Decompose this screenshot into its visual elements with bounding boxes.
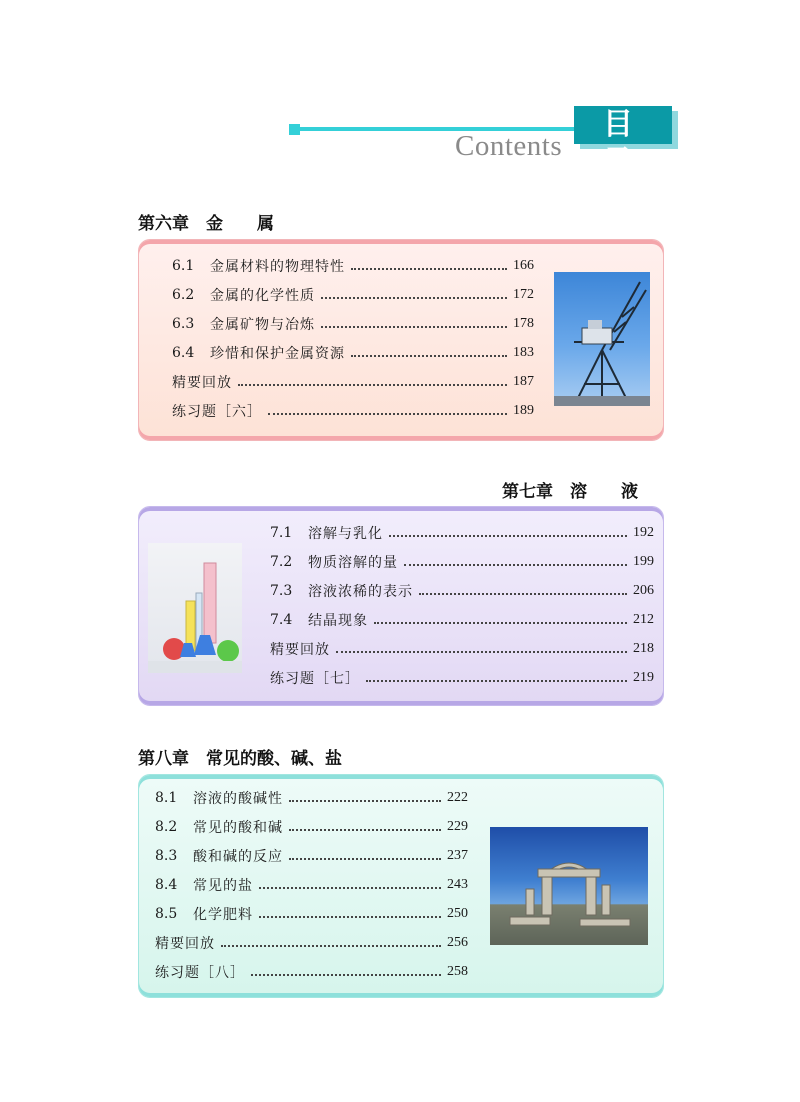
page-number: 212: [633, 612, 654, 627]
toc-entry[interactable]: 8.4 常见的盐 243: [155, 877, 468, 894]
ruins-photo: [490, 827, 648, 945]
page-number: 172: [513, 287, 534, 302]
page-number: 166: [513, 258, 534, 273]
toc-entry[interactable]: 练习题［六］ 189: [172, 403, 534, 420]
toc-entry[interactable]: 7.4 结晶现象 212: [270, 612, 654, 629]
contents-subtitle: Contents: [455, 130, 563, 162]
crane-photo: [554, 272, 650, 406]
page-number: 178: [513, 316, 534, 331]
toc-entry[interactable]: 8.3 酸和碱的反应 237: [155, 848, 468, 865]
page-number: 250: [447, 906, 468, 921]
page-number: 187: [513, 374, 534, 389]
toc-entry[interactable]: 7.2 物质溶解的量 199: [270, 554, 654, 571]
toc-entry[interactable]: 8.2 常见的酸和碱 229: [155, 819, 468, 836]
toc-entry[interactable]: 精要回放 256: [155, 935, 468, 952]
page-number: 219: [633, 670, 654, 685]
chapter-7-title: 第七章 溶 液: [502, 482, 638, 502]
toc-entry[interactable]: 7.3 溶液浓稀的表示 206: [270, 583, 654, 600]
toc-entry[interactable]: 6.4 珍惜和保护金属资源 183: [172, 345, 534, 362]
chapter-8-title: 第八章 常见的酸、碱、盐: [138, 749, 342, 769]
toc-entry[interactable]: 8.5 化学肥料 250: [155, 906, 468, 923]
toc-entry[interactable]: 8.1 溶液的酸碱性 222: [155, 790, 468, 807]
chapter-6-title: 第六章 金 属: [138, 214, 274, 234]
toc-entry[interactable]: 6.2 金属的化学性质 172: [172, 287, 534, 304]
page-number: 206: [633, 583, 654, 598]
page-number: 222: [447, 790, 468, 805]
toc-entry[interactable]: 练习题［八］ 258: [155, 964, 468, 981]
page-number: 237: [447, 848, 468, 863]
lab-glassware-photo: [148, 543, 242, 673]
page-number: 243: [447, 877, 468, 892]
toc-title: 目 录: [574, 106, 672, 144]
toc-entry[interactable]: 6.3 金属矿物与冶炼 178: [172, 316, 534, 333]
page-number: 199: [633, 554, 654, 569]
toc-entry[interactable]: 精要回放 187: [172, 374, 534, 391]
toc-entry[interactable]: 6.1 金属材料的物理特性 166: [172, 258, 534, 275]
page-number: 229: [447, 819, 468, 834]
toc-entry[interactable]: 精要回放 218: [270, 641, 654, 658]
page-number: 183: [513, 345, 534, 360]
page-number: 258: [447, 964, 468, 979]
page-number: 192: [633, 525, 654, 540]
toc-entry[interactable]: 练习题［七］ 219: [270, 670, 654, 687]
page-number: 218: [633, 641, 654, 656]
page-number: 189: [513, 403, 534, 418]
toc-entry[interactable]: 7.1 溶解与乳化 192: [270, 525, 654, 542]
page-number: 256: [447, 935, 468, 950]
